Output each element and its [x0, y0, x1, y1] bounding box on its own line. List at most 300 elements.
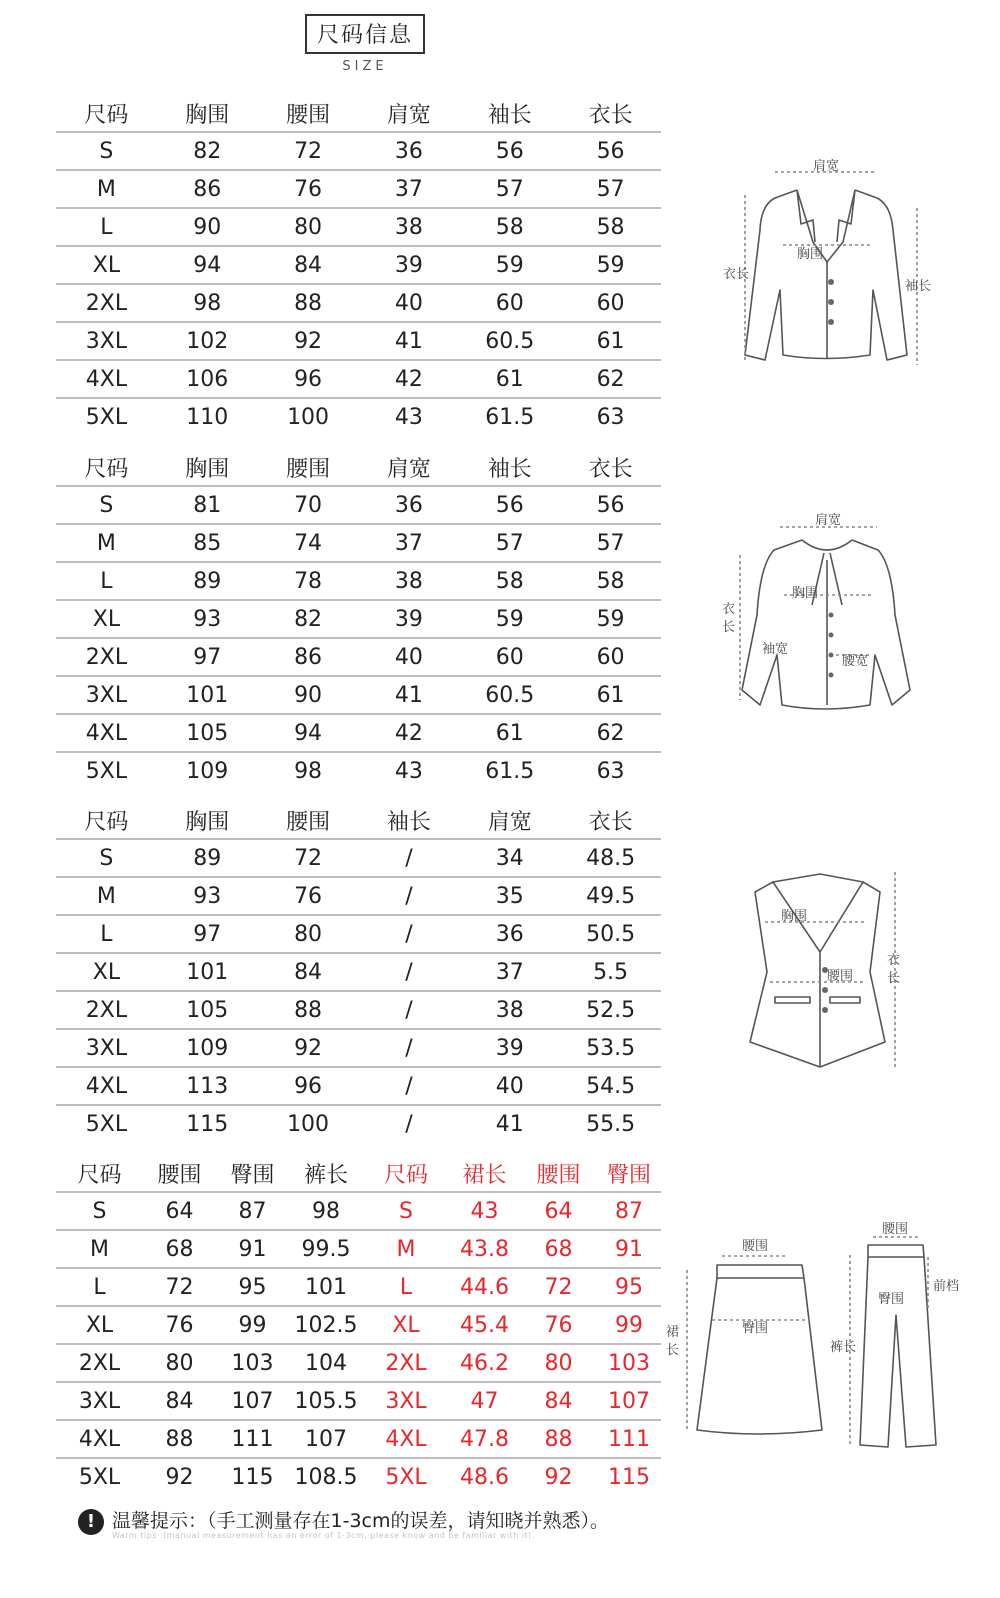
table-header-row	[56, 803, 661, 839]
value-cell: 64	[143, 1192, 216, 1230]
table-row	[56, 208, 661, 246]
value-cell: /	[358, 915, 459, 953]
value-cell: 61	[560, 322, 661, 360]
value-cell: 54.5	[560, 1067, 661, 1105]
value-cell: 107	[597, 1382, 661, 1420]
table-header-row	[56, 96, 661, 132]
header-cell: 肩宽	[459, 803, 560, 839]
value-cell: 91	[597, 1230, 661, 1268]
value-cell: /	[358, 877, 459, 915]
table-row	[56, 676, 661, 714]
value-cell: 102.5	[289, 1306, 363, 1344]
value-cell: 107	[216, 1382, 289, 1420]
pants-rise-label: 前档	[933, 1279, 960, 1294]
value-cell: 91	[216, 1230, 289, 1268]
value-cell: 37	[459, 953, 560, 991]
blazer-chest-label: 胸围	[797, 247, 824, 262]
value-cell: 88	[520, 1420, 597, 1458]
header-cell: 腰围	[258, 450, 359, 486]
pants-drawing	[828, 1215, 993, 1455]
value-cell: 41	[358, 322, 459, 360]
size-cell: 4XL	[56, 714, 157, 752]
value-cell: 111	[216, 1420, 289, 1458]
size-cell: 4XL	[56, 1420, 143, 1458]
table-row	[56, 1268, 661, 1306]
header-cell: 臀围	[216, 1156, 289, 1192]
skirt-length-label-b: 长	[666, 1343, 680, 1358]
table-row	[56, 1382, 661, 1420]
size-table-blouse	[56, 450, 661, 789]
value-cell: 87	[216, 1192, 289, 1230]
value-cell: 40	[358, 638, 459, 676]
size-cell: XL	[56, 953, 157, 991]
value-cell: 96	[258, 1067, 359, 1105]
value-cell: 101	[289, 1268, 363, 1306]
exclamation-icon: !	[78, 1509, 104, 1535]
value-cell: 43	[394, 404, 423, 430]
value-cell: 93	[157, 877, 258, 915]
value-cell: 80	[520, 1344, 597, 1382]
value-cell: 88	[258, 991, 359, 1029]
size-cell: M	[56, 1230, 143, 1268]
value-cell: 95	[216, 1268, 289, 1306]
value-cell: 57	[459, 524, 560, 562]
header-cell: 袖长	[459, 450, 560, 486]
size-cell: 3XL	[56, 1029, 157, 1067]
skirt-drawing	[662, 1230, 832, 1440]
blouse-length-label-b: 长	[722, 620, 736, 635]
vest-waist-label: 腰围	[827, 969, 854, 984]
header-cell: 腰围	[520, 1156, 597, 1192]
value-cell: 38	[358, 208, 459, 246]
blazer-shoulder-label: 肩宽	[813, 159, 840, 174]
tip-text: 温馨提示：（手工测量存在1-3cm的误差，请知晓并熟悉）。	[112, 1510, 609, 1532]
value-cell: 88	[143, 1420, 216, 1458]
value-cell: 85	[157, 524, 258, 562]
value-cell: 37	[358, 524, 459, 562]
value-cell: 36	[358, 132, 459, 170]
size-cell: L	[56, 208, 157, 246]
header-cell: 臀围	[597, 1156, 661, 1192]
value-cell: 109	[157, 1029, 258, 1067]
value-cell: 95	[597, 1268, 661, 1306]
size-cell: 2XL	[56, 1344, 143, 1382]
value-cell: 42	[358, 714, 459, 752]
value-cell: 39	[459, 1029, 560, 1067]
value-cell: 110	[186, 404, 229, 430]
value-cell: /	[358, 1067, 459, 1105]
value-cell: 62	[560, 360, 661, 398]
value-cell: 111	[597, 1420, 661, 1458]
table-row	[56, 1192, 661, 1230]
value-cell: 92	[258, 322, 359, 360]
size-cell: L	[56, 915, 157, 953]
value-cell: 61	[560, 676, 661, 714]
value-cell: 58	[459, 562, 560, 600]
value-cell: 88	[258, 284, 359, 322]
table-row	[56, 839, 661, 877]
skirt-length-label-a: 裙	[666, 1325, 680, 1340]
value-cell: 84	[258, 246, 359, 284]
table-row	[56, 284, 661, 322]
header-cell: 尺码	[363, 1156, 449, 1192]
value-cell: 76	[258, 170, 359, 208]
header-cell: 尺码	[56, 1156, 143, 1192]
table-row	[56, 1230, 661, 1268]
value-cell: 60	[459, 284, 560, 322]
value-cell: 76	[520, 1306, 597, 1344]
size-table-pants-skirt	[56, 1156, 661, 1495]
size-cell: 3XL	[56, 322, 157, 360]
blazer-sleeve-label: 袖长	[905, 279, 932, 294]
size-cell: 5XL	[85, 758, 128, 784]
table-row	[56, 953, 661, 991]
value-cell: 37	[358, 170, 459, 208]
value-cell: 103	[216, 1344, 289, 1382]
value-cell: 40	[459, 1067, 560, 1105]
value-cell: 92	[258, 1029, 359, 1067]
table-row	[56, 1067, 661, 1105]
value-cell: 56	[459, 132, 560, 170]
size-cell: XL	[363, 1306, 449, 1344]
value-cell: 43	[449, 1192, 520, 1230]
header-cell: 衣长	[560, 96, 661, 132]
value-cell: 52.5	[560, 991, 661, 1029]
value-cell: 36	[358, 486, 459, 524]
value-cell: 101	[157, 953, 258, 991]
value-cell: 93	[157, 600, 258, 638]
value-cell: 80	[258, 915, 359, 953]
size-cell: 5XL	[385, 1464, 427, 1490]
blouse-length-label-a: 衣	[722, 602, 736, 617]
value-cell: 107	[289, 1420, 363, 1458]
header-cell: 腰围	[143, 1156, 216, 1192]
table-row	[56, 1306, 661, 1344]
value-cell: 103	[597, 1344, 661, 1382]
table-row	[56, 562, 661, 600]
value-cell: 84	[520, 1382, 597, 1420]
value-cell: 72	[258, 132, 359, 170]
size-header	[0, 14, 730, 74]
size-cell: L	[363, 1268, 449, 1306]
size-table-blazer	[56, 96, 661, 435]
value-cell: 58	[560, 208, 661, 246]
value-cell: 59	[560, 246, 661, 284]
size-cell: M	[56, 170, 157, 208]
blazer-drawing	[705, 150, 960, 390]
value-cell: 34	[459, 839, 560, 877]
value-cell: 108.5	[294, 1464, 358, 1490]
size-cell: S	[56, 1192, 143, 1230]
blouse-shoulder-label: 肩宽	[815, 513, 842, 528]
header-cell: 尺码	[56, 450, 157, 486]
table-row	[56, 322, 661, 360]
value-cell: 98	[294, 758, 323, 784]
value-cell: 59	[560, 600, 661, 638]
size-cell: S	[363, 1192, 449, 1230]
blouse-illustration	[712, 505, 942, 730]
vest-length-label-a: 衣	[887, 953, 901, 968]
value-cell: 47.8	[449, 1420, 520, 1458]
value-cell: 72	[258, 839, 359, 877]
header-cell: 肩宽	[358, 96, 459, 132]
size-title: 尺码信息	[305, 14, 425, 54]
pants-length-label: 裤长	[830, 1340, 857, 1355]
pants-hip-label: 臀围	[878, 1292, 905, 1307]
value-cell: 86	[157, 170, 258, 208]
value-cell: 62	[560, 714, 661, 752]
value-cell: 76	[143, 1306, 216, 1344]
value-cell: 84	[258, 953, 359, 991]
value-cell: 60.5	[459, 322, 560, 360]
header-cell: 袖长	[459, 96, 560, 132]
header-cell: 尺码	[56, 96, 157, 132]
value-cell: 35	[459, 877, 560, 915]
value-cell: 80	[143, 1344, 216, 1382]
skirt-illustration	[662, 1230, 832, 1440]
value-cell: 98	[289, 1192, 363, 1230]
value-cell: /	[405, 1111, 413, 1137]
value-cell: 97	[157, 638, 258, 676]
vest-illustration	[735, 862, 915, 1077]
table-row	[56, 486, 661, 524]
value-cell: 92	[544, 1464, 573, 1490]
value-cell: 80	[258, 208, 359, 246]
value-cell: 59	[459, 600, 560, 638]
header-cell: 衣长	[560, 803, 661, 839]
value-cell: 76	[258, 877, 359, 915]
header-cell: 胸围	[157, 96, 258, 132]
value-cell: 82	[258, 600, 359, 638]
value-cell: 57	[560, 170, 661, 208]
header-cell: 腰围	[258, 96, 359, 132]
value-cell: 109	[186, 758, 229, 784]
table-header-row	[56, 1156, 661, 1192]
value-cell: 56	[560, 132, 661, 170]
value-cell: 50.5	[560, 915, 661, 953]
size-cell: 4XL	[56, 1067, 157, 1105]
pants-illustration	[828, 1215, 993, 1455]
header-cell: 裙长	[449, 1156, 520, 1192]
size-cell: 3XL	[56, 1382, 143, 1420]
value-cell: 74	[258, 524, 359, 562]
size-cell: 2XL	[56, 991, 157, 1029]
pants-waist-label: 腰围	[882, 1222, 909, 1237]
value-cell: 58	[459, 208, 560, 246]
blazer-length-label: 衣长	[723, 267, 750, 282]
size-cell: 2XL	[363, 1344, 449, 1382]
value-cell: 72	[520, 1268, 597, 1306]
value-cell: 39	[358, 246, 459, 284]
value-cell: 106	[157, 360, 258, 398]
table-row	[56, 1420, 661, 1458]
size-cell: S	[56, 486, 157, 524]
table-row	[56, 170, 661, 208]
table-row	[56, 752, 661, 789]
table-row	[56, 600, 661, 638]
value-cell: /	[358, 953, 459, 991]
value-cell: 89	[157, 839, 258, 877]
table-row	[56, 638, 661, 676]
blouse-chest-label: 胸围	[792, 586, 819, 601]
value-cell: 58	[560, 562, 661, 600]
size-cell: L	[56, 562, 157, 600]
value-cell: 38	[459, 991, 560, 1029]
value-cell: 48.6	[460, 1464, 509, 1490]
value-cell: 115	[231, 1464, 274, 1490]
value-cell: 56	[459, 486, 560, 524]
size-cell: 5XL	[85, 404, 128, 430]
value-cell: 45.4	[449, 1306, 520, 1344]
table-header-row	[56, 450, 661, 486]
value-cell: 94	[157, 246, 258, 284]
value-cell: 86	[258, 638, 359, 676]
skirt-hip-label: 臀围	[742, 1321, 769, 1336]
value-cell: 57	[560, 524, 661, 562]
value-cell: 53.5	[560, 1029, 661, 1067]
value-cell: 87	[597, 1192, 661, 1230]
blazer-illustration	[705, 150, 960, 390]
size-cell: 5XL	[78, 1464, 121, 1490]
header-cell: 尺码	[56, 803, 157, 839]
value-cell: 5.5	[560, 953, 661, 991]
value-cell: 49.5	[560, 877, 661, 915]
value-cell: 115	[186, 1111, 229, 1137]
table-row	[56, 360, 661, 398]
value-cell: 90	[258, 676, 359, 714]
table-row	[56, 524, 661, 562]
size-cell: M	[56, 524, 157, 562]
value-cell: 46.2	[449, 1344, 520, 1382]
table-row	[56, 915, 661, 953]
header-cell: 肩宽	[358, 450, 459, 486]
size-cell: 3XL	[56, 676, 157, 714]
value-cell: 60	[560, 284, 661, 322]
vest-drawing	[735, 862, 915, 1077]
value-cell: 81	[157, 486, 258, 524]
table-row	[56, 991, 661, 1029]
value-cell: 78	[258, 562, 359, 600]
value-cell: 47	[449, 1382, 520, 1420]
value-cell: 97	[157, 915, 258, 953]
skirt-waist-label: 腰围	[742, 1239, 769, 1254]
header-cell: 腰围	[258, 803, 359, 839]
value-cell: 43	[394, 758, 423, 784]
value-cell: 105.5	[289, 1382, 363, 1420]
header-cell: 袖长	[358, 803, 459, 839]
value-cell: /	[358, 1029, 459, 1067]
table-row	[56, 132, 661, 170]
value-cell: 38	[358, 562, 459, 600]
value-cell: 113	[157, 1067, 258, 1105]
header-cell: 胸围	[157, 450, 258, 486]
size-subtitle: SIZE	[342, 59, 388, 74]
value-cell: 41	[358, 676, 459, 714]
table-row	[56, 398, 661, 435]
value-cell: 102	[157, 322, 258, 360]
size-cell: XL	[56, 246, 157, 284]
table-row	[56, 1458, 661, 1495]
value-cell: 41	[495, 1111, 524, 1137]
value-cell: 90	[157, 208, 258, 246]
size-cell: L	[56, 1268, 143, 1306]
value-cell: 42	[358, 360, 459, 398]
size-cell: M	[363, 1230, 449, 1268]
header-cell: 胸围	[157, 803, 258, 839]
value-cell: 43.8	[449, 1230, 520, 1268]
size-table-vest	[56, 803, 661, 1142]
value-cell: 105	[157, 714, 258, 752]
table-row	[56, 877, 661, 915]
header-cell: 衣长	[560, 450, 661, 486]
table-row	[56, 246, 661, 284]
blouse-drawing	[712, 505, 942, 730]
value-cell: 56	[560, 486, 661, 524]
table-row	[56, 1344, 661, 1382]
blouse-sleeve-width-label: 袖宽	[762, 642, 789, 657]
value-cell: 99	[597, 1306, 661, 1344]
value-cell: 104	[289, 1344, 363, 1382]
value-cell: 68	[143, 1230, 216, 1268]
size-cell: 4XL	[56, 360, 157, 398]
value-cell: 68	[520, 1230, 597, 1268]
value-cell: 105	[157, 991, 258, 1029]
value-cell: 92	[165, 1464, 194, 1490]
value-cell: 61.5	[485, 758, 535, 784]
size-cell: S	[56, 839, 157, 877]
value-cell: 82	[157, 132, 258, 170]
value-cell: 72	[143, 1268, 216, 1306]
value-cell: 94	[258, 714, 359, 752]
vest-length-label-b: 长	[887, 971, 901, 986]
value-cell: 61	[459, 360, 560, 398]
value-cell: 63	[596, 404, 625, 430]
value-cell: 99	[216, 1306, 289, 1344]
size-cell: M	[56, 877, 157, 915]
value-cell: 59	[459, 246, 560, 284]
value-cell: 63	[596, 758, 625, 784]
value-cell: 70	[258, 486, 359, 524]
size-cell: 5XL	[85, 1111, 128, 1137]
size-cell: XL	[56, 1306, 143, 1344]
value-cell: 44.6	[449, 1268, 520, 1306]
table-row	[56, 1105, 661, 1142]
value-cell: 57	[459, 170, 560, 208]
value-cell: 64	[520, 1192, 597, 1230]
value-cell: 115	[608, 1464, 650, 1490]
value-cell: 101	[157, 676, 258, 714]
vest-chest-label: 胸围	[781, 909, 808, 924]
size-cell: 3XL	[363, 1382, 449, 1420]
table-row	[56, 714, 661, 752]
value-cell: 39	[358, 600, 459, 638]
header-cell: 裤长	[289, 1156, 363, 1192]
value-cell: 61	[459, 714, 560, 752]
value-cell: 48.5	[560, 839, 661, 877]
tip-subtext: Warm tips :(manual measurement has an error of 1-3cm, please know and be familiar with it).	[112, 1531, 535, 1540]
size-cell: XL	[56, 600, 157, 638]
value-cell: 36	[459, 915, 560, 953]
size-cell: 2XL	[56, 638, 157, 676]
value-cell: 100	[287, 1111, 330, 1137]
value-cell: 84	[143, 1382, 216, 1420]
value-cell: 96	[258, 360, 359, 398]
value-cell: 60.5	[459, 676, 560, 714]
value-cell: 40	[358, 284, 459, 322]
value-cell: 60	[459, 638, 560, 676]
table-row	[56, 1029, 661, 1067]
size-cell: S	[56, 132, 157, 170]
